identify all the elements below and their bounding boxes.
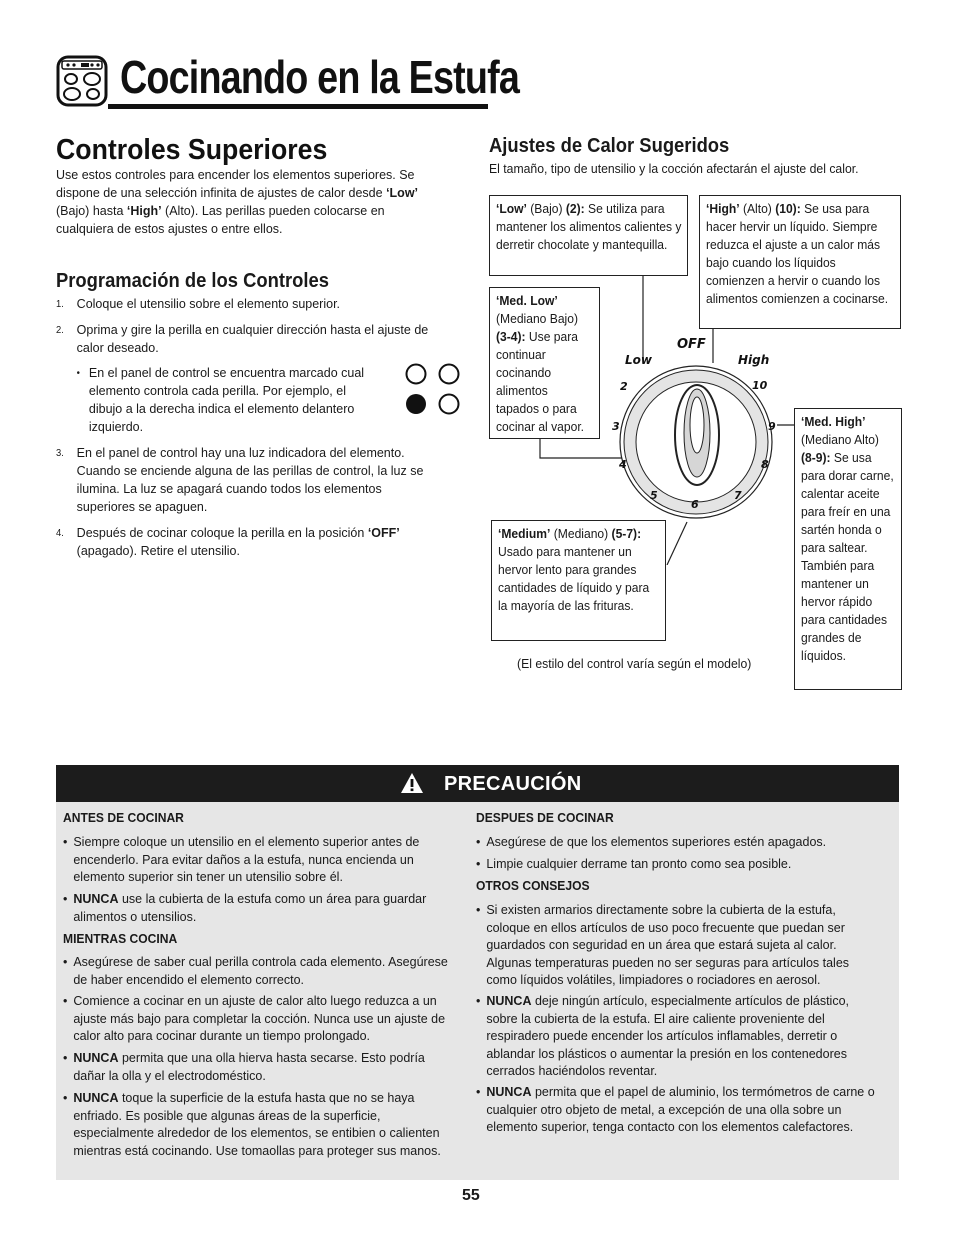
dial-number: 3 (612, 420, 620, 433)
intro-paragraph: Use estos controles para encender los elementos superiores. Se dispone de una selección infinita de ajustes de calor desde ‘Low’ (Bajo) hasta ‘High’ (Alto). Las perillas pueden colocarse en cualquiera de estos ajustes o entre ellos. (56, 167, 419, 236)
dial-high-label: High (738, 353, 770, 367)
dial-number: 7 (734, 489, 742, 502)
dial-number: 10 (752, 379, 768, 392)
dial-number: 2 (620, 380, 628, 393)
med-low-setting-box: ‘Med. Low’ (Mediano Bajo) (3-4): Use para continuar cocinando alimentos tapados o para cocinar al vapor. (489, 287, 600, 439)
warning-triangle-icon (400, 772, 424, 799)
low-setting-box: ‘Low’ (Bajo) (2): Se utiliza para mantener los alimentos calientes y derretir chocolate y mantequilla. (489, 195, 688, 276)
dial-number: 6 (691, 498, 699, 511)
page-number: 55 (462, 1187, 480, 1204)
dial-number: 8 (761, 458, 769, 471)
caution-title: PRECAUCIÓN (444, 773, 582, 795)
dial-number: 9 (768, 420, 776, 433)
adjustments-subtitle: El tamaño, tipo de utensilio y la cocción afectarán el ajuste del calor. (489, 161, 859, 176)
dial-number: 5 (650, 489, 658, 502)
dial-off-label: OFF (677, 337, 706, 352)
caution-heading: MIENTRAS COCINA (63, 931, 178, 946)
medium-setting-box: ‘Medium’ (Mediano) (5-7): Usado para mantener un hervor lento para grandes cantidades de líquido y para la mayoría de las frituras. (491, 520, 666, 641)
knob-indicator-icon (405, 363, 463, 420)
connector-medium (667, 522, 687, 565)
subsection-title: Programación de los Controles (56, 270, 329, 292)
dial-number: 4 (619, 458, 627, 471)
cooktop-icon (56, 55, 108, 107)
dial-low-label: Low (625, 353, 652, 367)
title-underline (108, 104, 488, 109)
med-high-setting-box: ‘Med. High’ (Mediano Alto) (8-9): Se usa para dorar carne, calentar aceite para freír en una sartén honda o para saltear. También para mantener un hervor rápido para cantidades grandes de líquidos. (794, 408, 902, 690)
caution-heading: DESPUES DE COCINAR (476, 810, 614, 825)
page-title: Cocinando en la Estufa (120, 51, 520, 103)
section-title: Controles Superiores (56, 134, 328, 166)
caution-heading: ANTES DE COCINAR (63, 810, 184, 825)
caution-heading: OTROS CONSEJOS (476, 878, 590, 893)
high-setting-box: ‘High’ (Alto) (10): Se usa para hacer hervir un líquido. Siempre reduzca el ajuste a un calor más bajo cuando los líquidos comienzen a hervir o cuando los alimentos comienzen a cocinarse. (699, 195, 901, 329)
adjustments-title: Ajustes de Calor Sugeridos (489, 135, 730, 157)
model-note: (El estilo del control varía según el modelo) (517, 656, 752, 671)
